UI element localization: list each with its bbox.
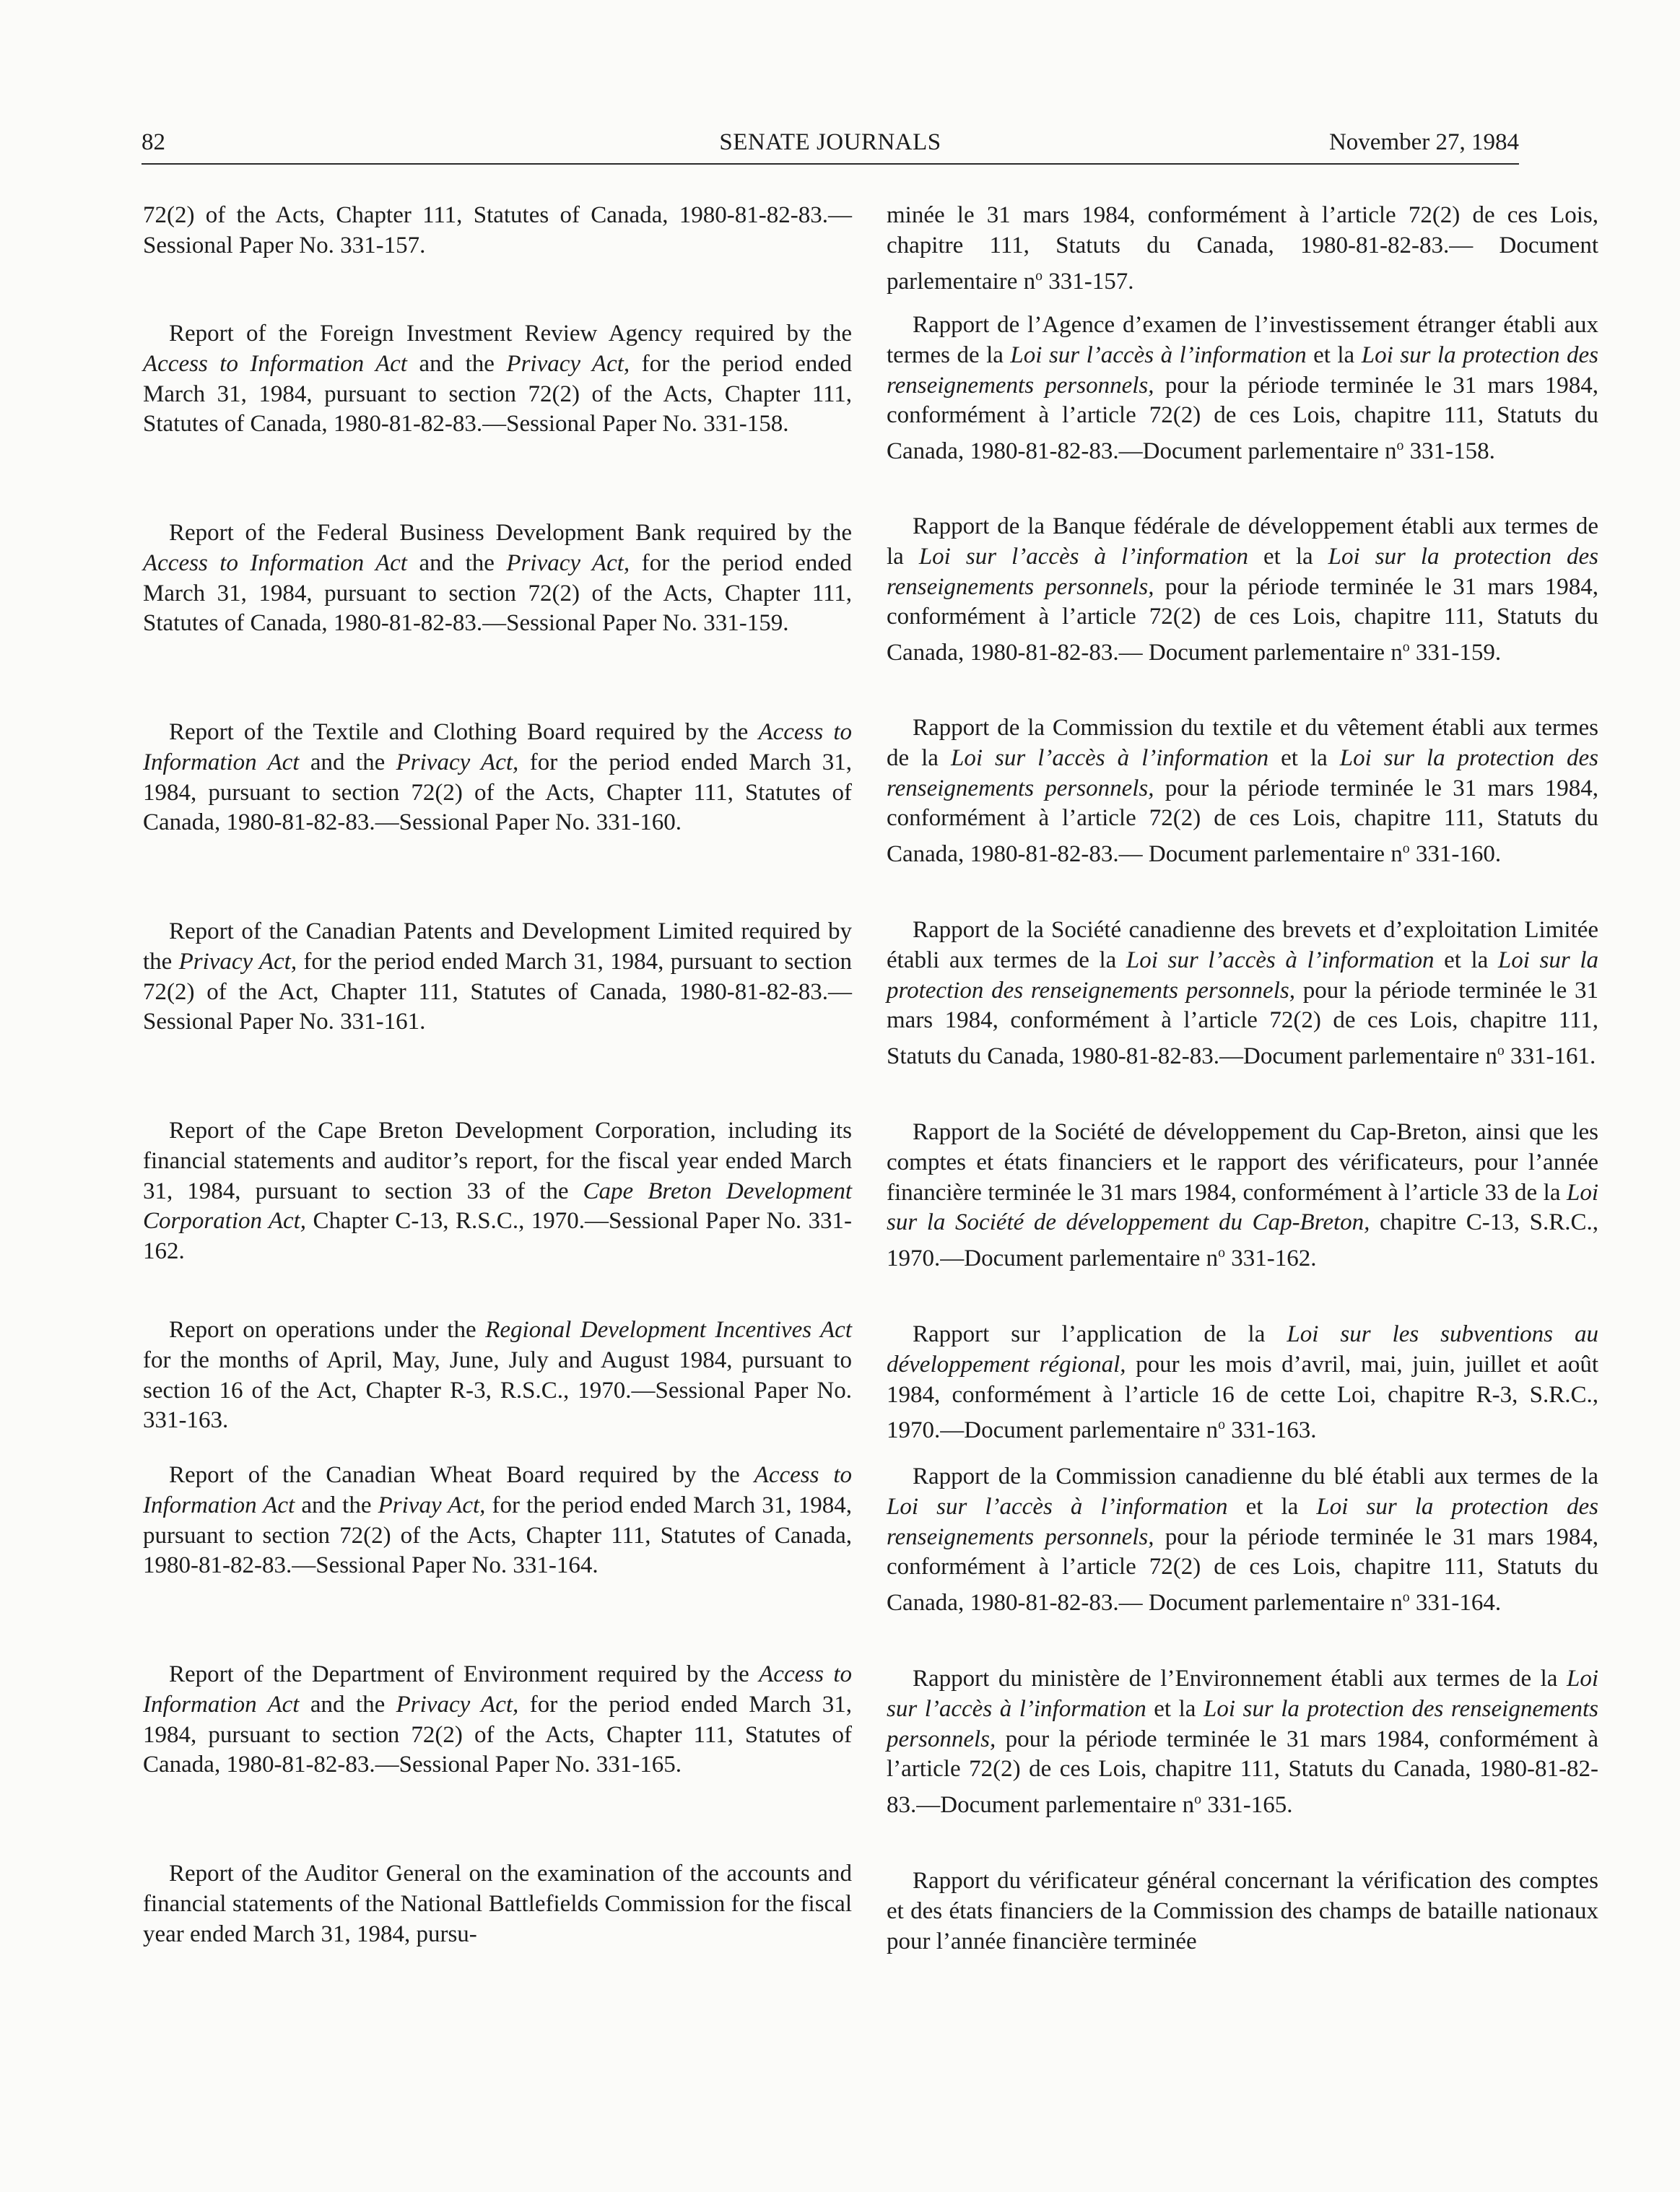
french-paragraph: Rapport de l’Agence d’examen de l’investissement étranger établi aux termes de la Loi sur l’accès à l’information et la Loi sur la protection des renseignements personnels, pour la période terminée le 31 mars 1984, conformément à l’article 72(2) de ces Lois, chapitre 111, Statuts du Canada, 1980-81-82-83.—Document parlementaire $n^o$ 331-158. <box>887 312 1598 465</box>
english-paragraph: 72(2) of the Acts, Chapter 111, Statutes of Canada, 1980-81-82-83.—Sessional Paper No. 331-157. <box>143 202 852 258</box>
english-paragraph: Report of the Textile and Clothing Board required by the Access to Information Act and the Privacy Act, for the period ended March 31, 1984, pursuant to section 72(2) of the Acts, Chapter 111, Statutes of Canada, 1980-81-82-83.—Sessional Paper No. 331-160. <box>143 719 853 836</box>
french-paragraph: Rapport de la Commission canadienne du blé établi aux termes de la Loi sur l’accès à l’information et la Loi sur la protection des renseignements personnels, pour la période terminée le 31 mars 1984, conformément à l’article 72(2) de ces Lois, chapitre 111, Statuts du Canada, 1980-81-82-83.— Document parlementaire $n^o$ 331-164. <box>887 1463 1599 1617</box>
journal-date: November 27, 1984 <box>1328 129 1519 155</box>
english-paragraph: Report of the Federal Business Development Bank required by the Access to Information Act and the Privacy Act, for the period ended March 31, 1984, pursuant to section 72(2) of the Acts, Chapter 111, Statutes of Canada, 1980-81-82-83.—Sessional Paper No. 331-159. <box>143 520 852 637</box>
english-paragraph: Report of the Cape Breton Development Corporation, including its financial statements and auditor’s report, for the fiscal year ended March 31, 1984, pursuant to section 33 of the Cape Breton Development Corporation Act, Chapter C-13, R.S.C., 1970.—Sessional Paper No. 331-162. <box>143 1118 852 1265</box>
english-paragraph: Report of the Canadian Wheat Board required by the Access to Information Act and the Privay Act, for the period ended March 31, 1984, pursuant to section 72(2) of the Acts, Chapter 111, Statutes of Canada, 1980-81-82-83.—Sessional Paper No. 331-164. <box>143 1462 852 1579</box>
french-paragraph: Rapport du ministère de l’Environnement établi aux termes de la Loi sur l’accès à l’information et la Loi sur la protection des renseignements personnels, pour la période terminée le 31 mars 1984, conformément à l’article 72(2) de ces Lois, chapitre 111, Statuts du Canada, 1980-81-82-83.—Document parlementaire $n^o$ 331-165. <box>887 1666 1598 1819</box>
english-paragraph: Report on operations under the Regional Development Incentives Act for the months of April, May, June, July and August 1984, pursuant to section 16 of the Act, Chapter R-3, R.S.C., 1970.—Sessional Paper No. 331-163. <box>143 1317 852 1434</box>
french-paragraph: Rapport de la Banque fédérale de développement établi aux termes de la Loi sur l’accès à l’information et la Loi sur la protection des renseignements personnels, pour la période terminée le 31 mars 1984, conformément à l’article 72(2) de ces Lois, chapitre 111, Statuts du Canada, 1980-81-82-83.— Document parlementaire $n^o$ 331-159. <box>887 513 1598 666</box>
english-paragraph: Report of the Canadian Patents and Development Limited required by the Privacy Act, for the period ended March 31, 1984, pursuant to section 72(2) of the Act, Chapter 111, Statutes of Canada, 1980-81-82-83.—Sessional Paper No. 331-161. <box>143 918 852 1035</box>
french-paragraph: minée le 31 mars 1984, conformément à l’article 72(2) de ces Lois, chapitre 111, Statuts du Canada, 1980-81-82-83.— Document parlementaire $n^o$ 331-157. <box>887 202 1598 295</box>
french-paragraph: Rapport du vérificateur général concernant la vérification des comptes et des états financiers de la Commission des champs de bataille nationaux pour l’année financière terminée <box>887 1868 1598 1954</box>
header-rule <box>142 163 1519 165</box>
french-paragraph: Rapport de la Société de développement du Cap-Breton, ainsi que les comptes et états financiers et le rapport des vérificateurs, pour l’année financière terminée le 31 mars 1984, conformément à l’article 33 de la Loi sur la Société de développement du Cap-Breton, chapitre C-13, S.R.C., 1970.—Document parlementaire $n^o$ 331-162. <box>887 1119 1598 1272</box>
english-paragraph: Report of the Department of Environment required by the Access to Information Act and the Privacy Act, for the period ended March 31, 1984, pursuant to section 72(2) of the Acts, Chapter 111, Statutes of Canada, 1980-81-82-83.—Sessional Paper No. 331-165. <box>143 1661 853 1778</box>
journal-title: SENATE JOURNALS <box>719 129 941 155</box>
english-paragraph: Report of the Auditor General on the examination of the accounts and financial statements of the National Battlefields Commission for the fiscal year ended March 31, 1984, pursu- <box>143 1861 852 1947</box>
french-paragraph: Rapport sur l’application de la Loi sur les subventions au développement régional, pour les mois d’avril, mai, juin, juillet et août 1984, conformément à l’article 16 de cette Loi, chapitre R-3, S.R.C., 1970.—Document parlementaire $n^o$ 331-163. <box>887 1321 1599 1444</box>
page-header <box>142 123 1519 162</box>
page-number: 82 <box>142 129 165 155</box>
english-paragraph: Report of the Foreign Investment Review Agency required by the Access to Information Act and the Privacy Act, for the period ended March 31, 1984, pursuant to section 72(2) of the Acts, Chapter 111, Statutes of Canada, 1980-81-82-83.—Sessional Paper No. 331-158. <box>143 321 852 438</box>
french-paragraph: Rapport de la Société canadienne des brevets et d’exploitation Limitée établi aux termes de la Loi sur l’accès à l’information et la Loi sur la protection des renseignements personnels, pour la période terminée le 31 mars 1984, conformément à l’article 72(2) de ces Lois, chapitre 111, Statuts du Canada, 1980-81-82-83.—Document parlementaire $n^o$ 331-161. <box>887 917 1599 1070</box>
french-paragraph: Rapport de la Commission du textile et du vêtement établi aux termes de la Loi sur l’accès à l’information et la Loi sur la protection des renseignements personnels, pour la période terminée le 31 mars 1984, conformément à l’article 72(2) de ces Lois, chapitre 111, Statuts du Canada, 1980-81-82-83.— Document parlementaire $n^o$ 331-160. <box>887 715 1599 868</box>
